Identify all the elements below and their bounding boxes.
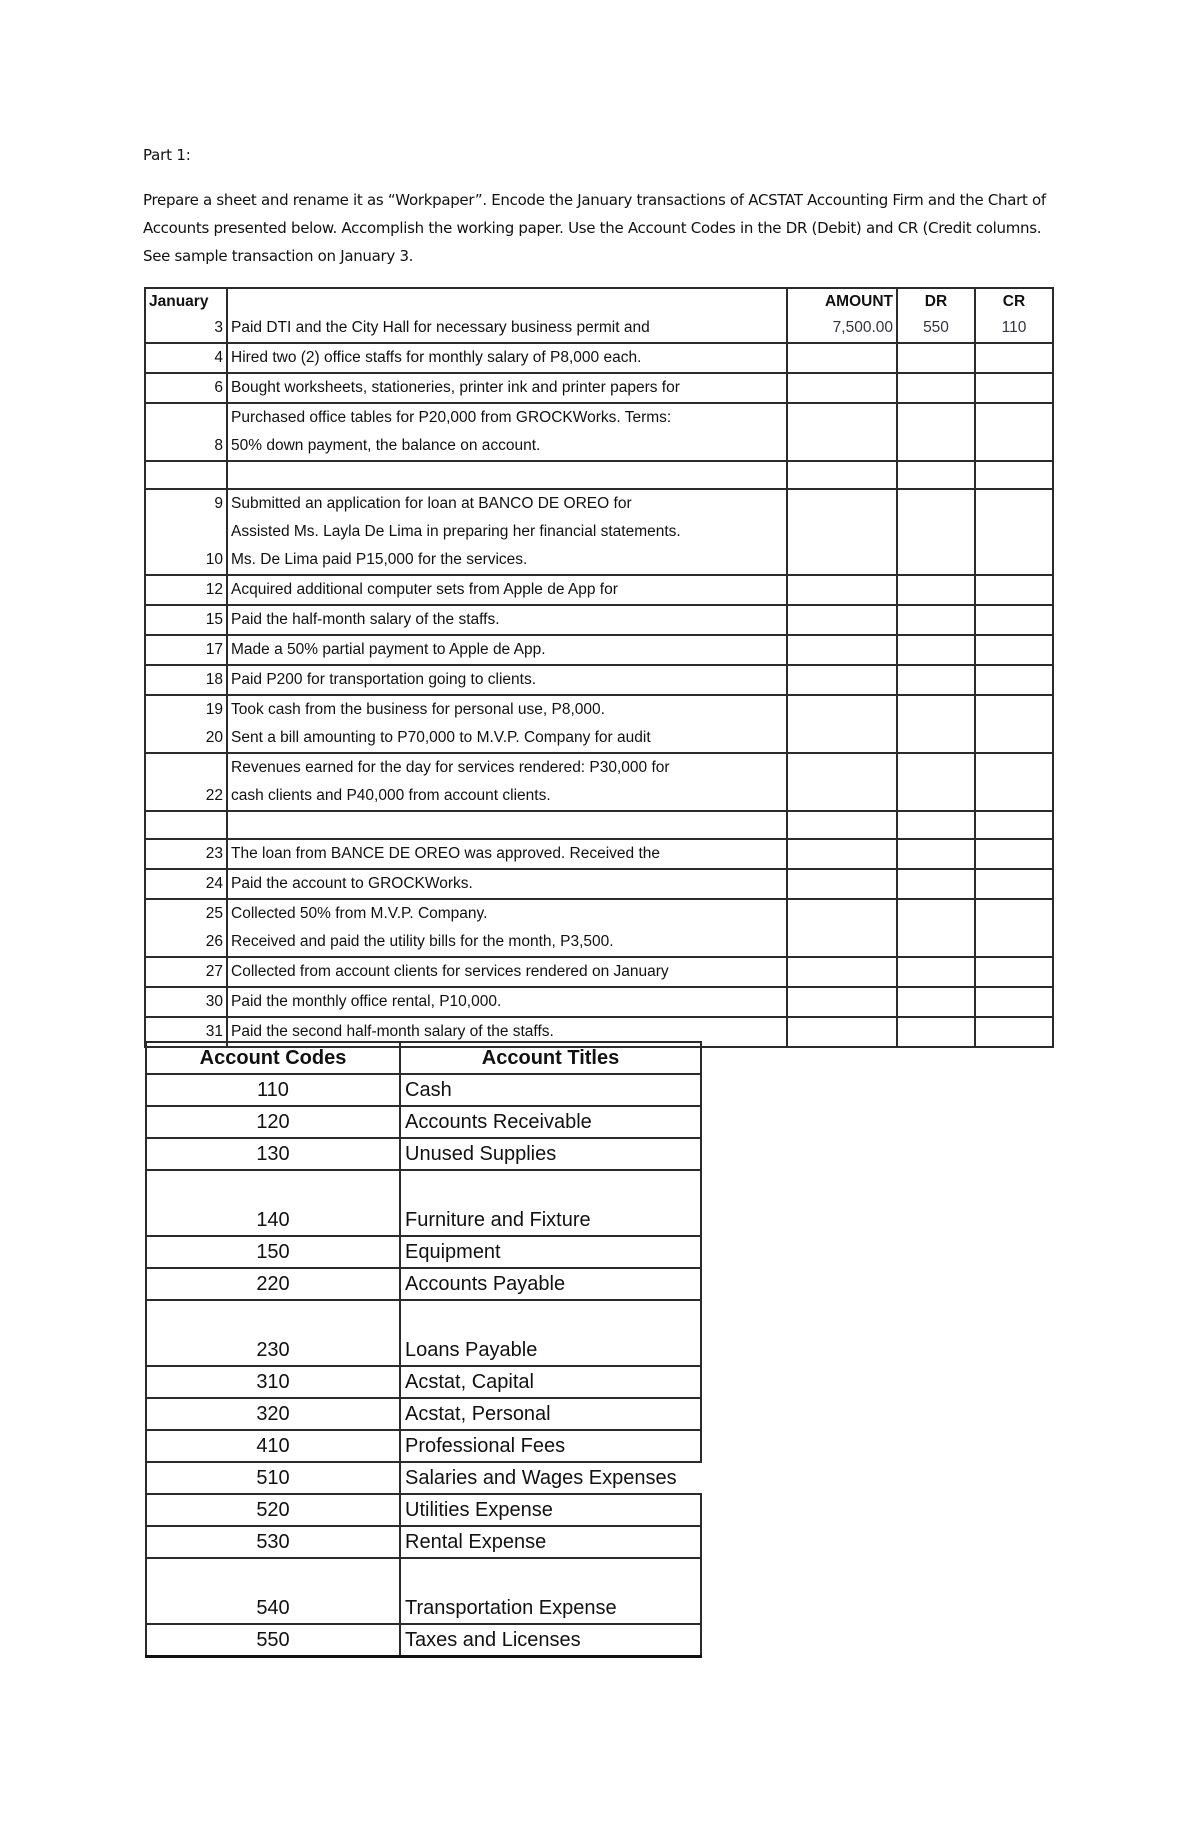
day-cell: 22 — [145, 753, 227, 811]
account-title: Accounts Receivable — [400, 1106, 701, 1138]
cr-cell[interactable] — [975, 461, 1053, 489]
day-cell: 25 26 — [145, 899, 227, 957]
part-label: Part 1: — [143, 146, 191, 164]
amount-cell[interactable] — [787, 899, 897, 957]
amount-cell: AMOUNT 7,500.00 — [787, 288, 897, 343]
table-row — [146, 1106, 701, 1138]
table-row — [145, 957, 1053, 987]
description-cell: Revenues earned for the day for services rendered: P30,000 for cash clients and P40,000 from account clients. — [227, 753, 787, 811]
cr-cell[interactable] — [975, 605, 1053, 635]
description-cell: Hired two (2) office staffs for monthly salary of P8,000 each. — [227, 343, 787, 373]
dr-cell[interactable] — [897, 461, 975, 489]
transactions-table — [144, 287, 1054, 1048]
table-row — [146, 1268, 701, 1300]
day-cell — [145, 811, 227, 839]
amount-cell[interactable] — [787, 403, 897, 461]
account-title: Utilities Expense — [400, 1494, 701, 1526]
description-cell: Purchased office tables for P20,000 from GROCKWorks. Terms: 50% down payment, the balance on account. — [227, 403, 787, 461]
amount-cell[interactable] — [787, 373, 897, 403]
dr-cell[interactable] — [897, 869, 975, 899]
table-row — [145, 753, 1053, 811]
table-row — [146, 1398, 701, 1430]
table-row — [146, 1074, 701, 1106]
table-row — [145, 839, 1053, 869]
cr-cell[interactable] — [975, 695, 1053, 753]
cr-cell[interactable] — [975, 811, 1053, 839]
day-cell: 27 — [145, 957, 227, 987]
dr-cell[interactable] — [897, 665, 975, 695]
amount-cell[interactable] — [787, 605, 897, 635]
account-code: 410 — [146, 1430, 400, 1462]
account-code: 510 — [146, 1462, 400, 1494]
dr-cell[interactable] — [897, 839, 975, 869]
dr-cell[interactable] — [897, 373, 975, 403]
table-row — [145, 288, 1053, 343]
dr-cell[interactable] — [897, 403, 975, 461]
table-row — [145, 635, 1053, 665]
day-cell: 9 10 — [145, 489, 227, 575]
description-cell: Paid the account to GROCKWorks. — [227, 869, 787, 899]
account-title: Loans Payable — [400, 1300, 701, 1366]
description-cell: Made a 50% partial payment to Apple de App. — [227, 635, 787, 665]
table-header-row — [146, 1042, 701, 1074]
amount-cell[interactable] — [787, 489, 897, 575]
day-cell: 6 — [145, 373, 227, 403]
amount-cell[interactable] — [787, 957, 897, 987]
cr-cell[interactable] — [975, 635, 1053, 665]
amount-cell[interactable] — [787, 811, 897, 839]
amount-cell[interactable] — [787, 461, 897, 489]
account-code: 530 — [146, 1526, 400, 1558]
dr-cell[interactable] — [897, 605, 975, 635]
description-cell: Submitted an application for loan at BANCO DE OREO for Assisted Ms. Layla De Lima in preparing her financial statements. Ms. De Lima paid P15,000 for the services. — [227, 489, 787, 575]
cr-cell[interactable] — [975, 899, 1053, 957]
amount-header: AMOUNT — [824, 293, 893, 310]
dr-header: DR — [924, 293, 948, 310]
account-code: 130 — [146, 1138, 400, 1170]
amount-cell[interactable] — [787, 869, 897, 899]
account-title: Acstat, Personal — [400, 1398, 701, 1430]
description-cell: Collected 50% from M.V.P. Company. Received and paid the utility bills for the month, P3,500. — [227, 899, 787, 957]
day-cell — [145, 461, 227, 489]
cr-cell[interactable] — [975, 575, 1053, 605]
table-row — [146, 1494, 701, 1526]
cr-cell[interactable] — [975, 373, 1053, 403]
day-cell: 4 — [145, 343, 227, 373]
account-code: 140 — [146, 1170, 400, 1236]
description-cell: Paid the half-month salary of the staffs. — [227, 605, 787, 635]
account-title: Rental Expense — [400, 1526, 701, 1558]
account-title: Taxes and Licenses — [400, 1624, 701, 1657]
table-row — [146, 1558, 701, 1624]
description-cell: Paid the second half-month salary of the staffs. — [227, 1017, 787, 1047]
table-row — [146, 1462, 701, 1494]
table-row — [146, 1170, 701, 1236]
dr-cell[interactable] — [897, 635, 975, 665]
account-code: 120 — [146, 1106, 400, 1138]
description-cell: Paid the monthly office rental, P10,000. — [227, 987, 787, 1017]
table-row-blank — [145, 461, 1053, 489]
description-cell: Took cash from the business for personal use, P8,000. Sent a bill amounting to P70,000 to M.V.P. Company for audit — [227, 695, 787, 753]
cr-cell[interactable] — [975, 753, 1053, 811]
amount-cell[interactable] — [787, 343, 897, 373]
amount-cell[interactable] — [787, 987, 897, 1017]
table-row-blank — [145, 811, 1053, 839]
account-title: Furniture and Fixture — [400, 1170, 701, 1236]
dr-cell[interactable] — [897, 575, 975, 605]
dr-cell[interactable] — [897, 695, 975, 753]
description-cell: Acquired additional computer sets from Apple de App for — [227, 575, 787, 605]
day-cell: 12 — [145, 575, 227, 605]
cr-cell[interactable] — [975, 987, 1053, 1017]
dr-cell[interactable] — [897, 811, 975, 839]
account-title: Equipment — [400, 1236, 701, 1268]
account-title: Professional Fees — [400, 1430, 701, 1462]
table-row — [145, 489, 1053, 575]
account-title: Transportation Expense — [400, 1558, 701, 1624]
table-row — [146, 1138, 701, 1170]
cr-cell[interactable] — [975, 957, 1053, 987]
table-row — [146, 1300, 701, 1366]
cr-cell[interactable] — [975, 489, 1053, 575]
table-row — [145, 605, 1053, 635]
day-cell: 15 — [145, 605, 227, 635]
table-row — [145, 665, 1053, 695]
dr-cell[interactable] — [897, 899, 975, 957]
account-code: 150 — [146, 1236, 400, 1268]
description-cell — [227, 461, 787, 489]
description-cell: Bought worksheets, stationeries, printer ink and printer papers for — [227, 373, 787, 403]
dr-cell[interactable] — [897, 489, 975, 575]
cr-cell[interactable] — [975, 343, 1053, 373]
cr-cell: CR 110 — [975, 288, 1053, 343]
dr-cell[interactable] — [897, 957, 975, 987]
account-title: Accounts Payable — [400, 1268, 701, 1300]
account-code: 320 — [146, 1398, 400, 1430]
amount-cell[interactable] — [787, 635, 897, 665]
account-title: Unused Supplies — [400, 1138, 701, 1170]
account-titles-header: Account Titles — [400, 1042, 701, 1074]
description-cell — [227, 811, 787, 839]
description-cell: Collected from account clients for services rendered on January — [227, 957, 787, 987]
account-code: 110 — [146, 1074, 400, 1106]
amount-cell[interactable] — [787, 839, 897, 869]
dr-cell[interactable] — [897, 1017, 975, 1047]
description-cell: Paid P200 for transportation going to clients. — [227, 665, 787, 695]
account-code: 550 — [146, 1624, 400, 1657]
cr-cell[interactable] — [975, 1017, 1053, 1047]
chart-of-accounts-table — [145, 1041, 702, 1658]
account-codes-header: Account Codes — [146, 1042, 400, 1074]
amount-cell[interactable] — [787, 695, 897, 753]
table-row — [146, 1624, 701, 1657]
cr-cell[interactable] — [975, 869, 1053, 899]
dr-cell[interactable] — [897, 987, 975, 1017]
day-cell: 19 20 — [145, 695, 227, 753]
table-row — [145, 695, 1053, 753]
cr-cell[interactable] — [975, 839, 1053, 869]
day-cell: 17 — [145, 635, 227, 665]
table-row — [145, 373, 1053, 403]
day-cell: 24 — [145, 869, 227, 899]
table-row — [146, 1236, 701, 1268]
account-title: Salaries and Wages Expenses — [400, 1462, 701, 1494]
table-row — [145, 403, 1053, 461]
amount-cell[interactable] — [787, 1017, 897, 1047]
table-row — [146, 1526, 701, 1558]
cr-header: CR — [1002, 293, 1026, 310]
cr-cell[interactable] — [975, 665, 1053, 695]
account-title: Cash — [400, 1074, 701, 1106]
dr-cell[interactable] — [897, 343, 975, 373]
account-code: 310 — [146, 1366, 400, 1398]
table-row — [145, 343, 1053, 373]
description-cell: Paid DTI and the City Hall for necessary business permit and — [227, 288, 787, 343]
account-code: 520 — [146, 1494, 400, 1526]
dr-cell[interactable] — [897, 753, 975, 811]
description-cell: The loan from BANCE DE OREO was approved. Received the — [227, 839, 787, 869]
instructions-paragraph: Prepare a sheet and rename it as “Workpaper”. Encode the January transactions of ACSTAT Accounting Firm and the Chart of Accounts presented below. Accomplish the working paper. Use the Account Codes in the DR (Debit) and CR (Credit columns. See sample transaction on January 3. — [143, 191, 1046, 265]
amount-cell[interactable] — [787, 575, 897, 605]
day-cell: 23 — [145, 839, 227, 869]
month-header: January — [149, 293, 209, 310]
table-row — [145, 575, 1053, 605]
dr-cell: DR 550 — [897, 288, 975, 343]
cr-cell[interactable] — [975, 403, 1053, 461]
account-code: 540 — [146, 1558, 400, 1624]
day-cell: 8 — [145, 403, 227, 461]
table-row — [146, 1366, 701, 1398]
day-cell: 30 — [145, 987, 227, 1017]
account-code: 220 — [146, 1268, 400, 1300]
table-row — [145, 899, 1053, 957]
day-cell: 18 — [145, 665, 227, 695]
table-row — [145, 987, 1053, 1017]
table-row — [145, 869, 1053, 899]
day-cell: 31 — [145, 1017, 227, 1047]
table-row — [146, 1430, 701, 1462]
account-code: 230 — [146, 1300, 400, 1366]
day-cell: January 3 — [145, 288, 227, 343]
amount-cell[interactable] — [787, 753, 897, 811]
amount-cell[interactable] — [787, 665, 897, 695]
account-title: Acstat, Capital — [400, 1366, 701, 1398]
